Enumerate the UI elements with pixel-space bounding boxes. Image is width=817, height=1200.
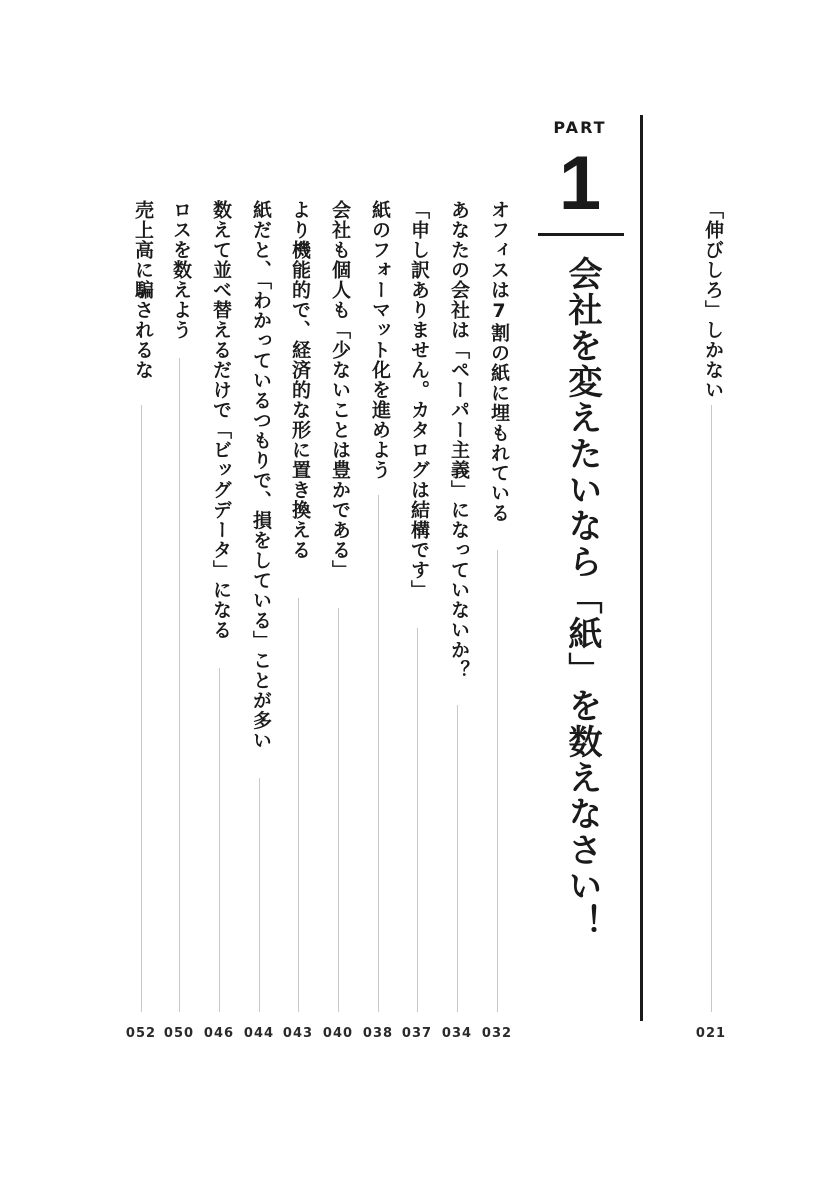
leader-line	[219, 668, 220, 1012]
leader-line	[298, 598, 299, 1012]
toc-page-number: 021	[695, 1026, 727, 1041]
toc-entry-title: 数えて並べ替えるだけで「ビッグデータ」になる	[210, 200, 232, 640]
part-label: PART	[553, 118, 607, 137]
toc-page-number: 032	[481, 1026, 513, 1041]
leader-line	[378, 495, 379, 1012]
toc-page-number: 044	[243, 1026, 275, 1041]
toc-entry-title: 紙だと、「わかっているつもりで、損をしている」ことが多い	[250, 200, 272, 751]
toc-page-number: 050	[163, 1026, 195, 1041]
part-number: 1	[558, 141, 602, 226]
toc-page-number: 043	[282, 1026, 314, 1041]
part-divider	[640, 115, 643, 1021]
toc-entry-title: 紙のフォーマット化を進めよう	[369, 200, 391, 480]
leader-line	[417, 628, 418, 1012]
leader-line	[711, 405, 712, 1012]
toc-entry-title: ロスを数えよう	[170, 200, 192, 340]
toc-entry-title: 「申し訳ありません。カタログは結構です」	[408, 200, 430, 600]
leader-line	[141, 405, 142, 1012]
toc-entry-title: 「伸びしろ」しかない	[702, 200, 724, 400]
leader-line	[338, 608, 339, 1012]
leader-line	[179, 358, 180, 1012]
leader-line	[259, 778, 260, 1012]
toc-page-number: 037	[401, 1026, 433, 1041]
toc-entry-title: 売上高に騙されるな	[132, 200, 154, 380]
toc-entry-title: あなたの会社は「ペーパー主義」になっていないか？	[448, 200, 470, 680]
toc-page-number: 040	[322, 1026, 354, 1041]
toc-page-number: 038	[362, 1026, 394, 1041]
toc-entry-title: より機能的で、経済的な形に置き換える	[289, 200, 311, 560]
part-title: 会社を変えたいなら「紙」を数えなさい！	[562, 256, 602, 940]
leader-line	[497, 550, 498, 1012]
toc-entry-title: 会社も個人も「少ないことは豊かである」	[329, 200, 351, 580]
part-rule	[538, 233, 624, 236]
leader-line	[457, 705, 458, 1012]
toc-page-number: 052	[125, 1026, 157, 1041]
toc-page-number: 034	[441, 1026, 473, 1041]
toc-entry-title: オフィスは7割の紙に埋もれている	[488, 200, 510, 523]
toc-page-number: 046	[203, 1026, 235, 1041]
